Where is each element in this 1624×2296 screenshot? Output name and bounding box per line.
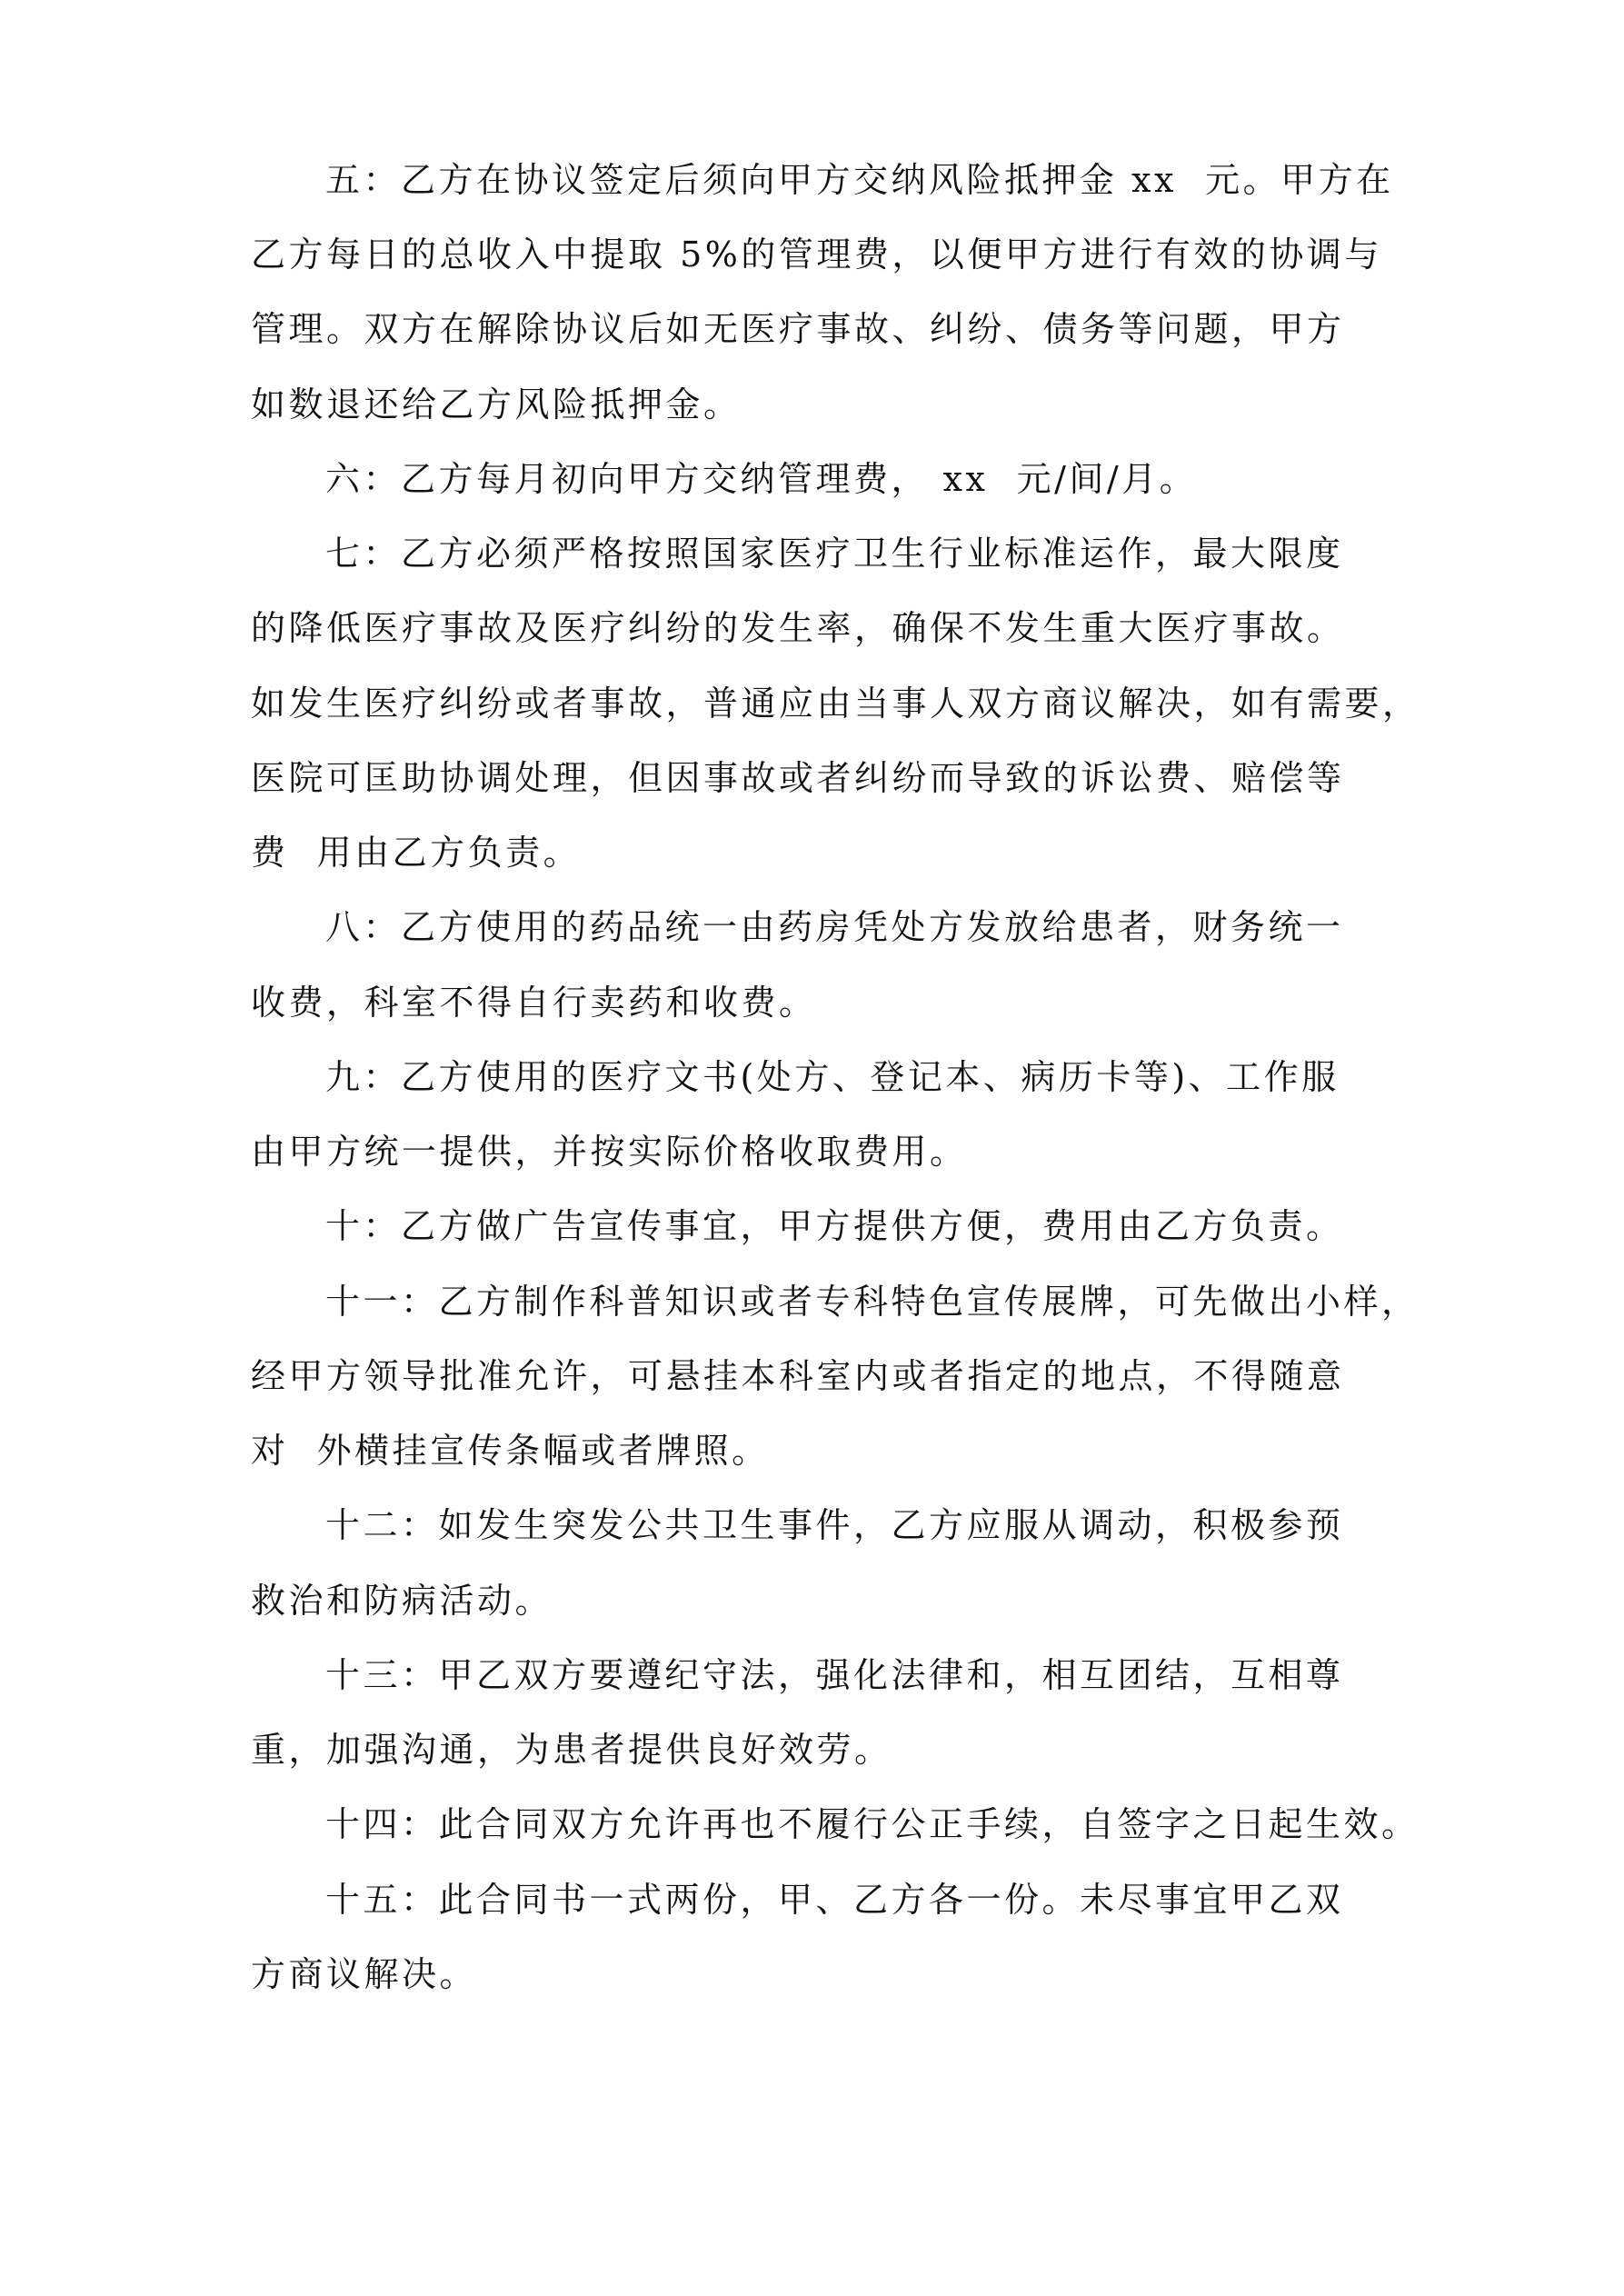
- clause-13-line-2: 重，加强沟通，为患者提供良好效劳。: [251, 1730, 892, 1770]
- clause-5-line-3: 管理。双方在解除协议后如无医疗事故、纠纷、债务等问题，甲方: [251, 309, 1345, 349]
- clause-12-line-2: 救治和防病活动。: [251, 1581, 553, 1621]
- clause-9-line-2: 由甲方统一提供，并按实际价格收取费用。: [251, 1132, 968, 1172]
- clause-8-line-2: 收费，科室不得自行卖药和收费。: [251, 983, 817, 1023]
- clause-15-line-1: 十五：此合同书一式两份，甲、乙方各一份。未尽事宜甲乙双: [325, 1880, 1344, 1920]
- clause-6-line-1: 六：乙方每月初向甲方交纳管理费， xx 元/间/月。: [325, 459, 1198, 499]
- clause-7-line-1: 七：乙方必须严格按照国家医疗卫生行业标准运作，最大限度: [325, 534, 1344, 574]
- clause-7-line-3: 如发生医疗纠纷或者事故，普通应由当事人双方商议解决，如有需要，: [251, 684, 1420, 724]
- clause-12-line-1: 十二：如发生突发公共卫生事件，乙方应服从调动，积极参预: [325, 1505, 1344, 1545]
- clause-5-line-2: 乙方每日的总收入中提取 5%的管理费，以便甲方进行有效的协调与: [251, 235, 1382, 275]
- clause-11-line-2: 经甲方领导批准允许，可悬挂本科室内或者指定的地点，不得随意: [251, 1356, 1345, 1396]
- clause-8-line-1: 八：乙方使用的药品统一由药房凭处方发放给患者，财务统一: [325, 907, 1344, 947]
- clause-11-line-3: 对 外横挂宣传条幅或者牌照。: [251, 1431, 770, 1471]
- clause-5-line-4: 如数退还给乙方风险抵押金。: [251, 384, 742, 424]
- clause-7-line-5: 费 用由乙方负责。: [251, 833, 582, 873]
- clause-15-line-2: 方商议解决。: [251, 1954, 478, 1994]
- clause-11-line-1: 十一：乙方制作科普知识或者专科特色宣传展牌，可先做出小样，: [325, 1282, 1420, 1322]
- clause-9-line-1: 九：乙方使用的医疗文书(处方、登记本、病历卡等)、工作服: [325, 1057, 1340, 1097]
- clause-7-line-4: 医院可匡助协调处理，但因事故或者纠纷而导致的诉讼费、赔偿等: [251, 758, 1345, 798]
- clause-7-line-2: 的降低医疗事故及医疗纠纷的发生率，确保不发生重大医疗事故。: [251, 608, 1345, 648]
- clause-13-line-1: 十三：甲乙双方要遵纪守法，强化法律和，相互团结，互相尊: [325, 1655, 1344, 1695]
- clause-5-line-1: 五：乙方在协议签定后须向甲方交纳风险抵押金 xx 元。甲方在: [325, 160, 1394, 200]
- clause-14-line-1: 十四：此合同双方允许再也不履行公正手续，自签字之日起生效。: [325, 1804, 1420, 1844]
- clause-10-line-1: 十：乙方做广告宣传事宜，甲方提供方便，费用由乙方负责。: [325, 1206, 1344, 1246]
